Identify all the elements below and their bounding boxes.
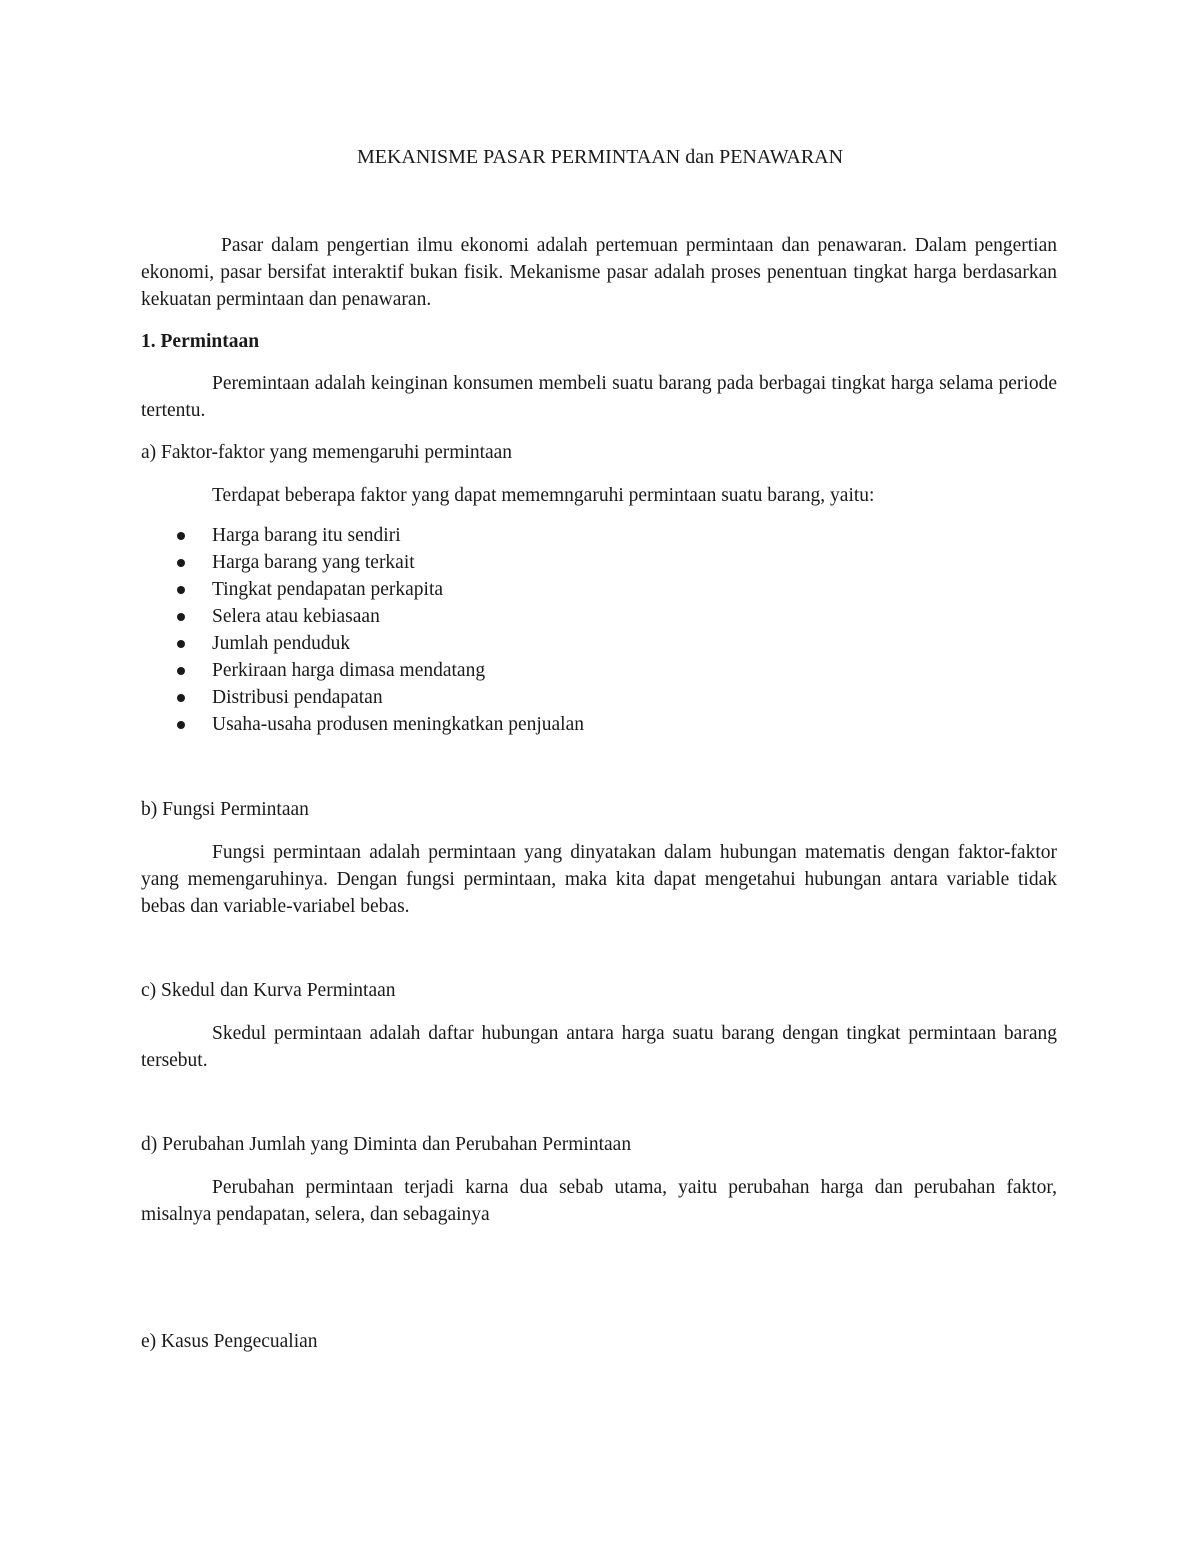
list-item-text: Selera atau kebiasaan	[212, 606, 380, 627]
skedul-paragraph: Skedul permintaan adalah daftar hubungan antara harga suatu barang dengan tingkat permintaan barang tersebut.	[141, 1023, 1057, 1071]
list-item	[141, 657, 1041, 684]
subheading-kasus: e) Kasus Pengecualian	[141, 1331, 318, 1352]
list-item-text: Harga barang itu sendiri	[212, 525, 401, 546]
bullet-icon	[177, 694, 185, 702]
list-item	[141, 522, 1041, 549]
perubahan-paragraph: Perubahan permintaan terjadi karna dua sebab utama, yaitu perubahan harga dan perubahan faktor, misalnya pendapatan, selera, dan sebagainya	[141, 1177, 1057, 1225]
list-item	[141, 576, 1041, 603]
bullet-icon	[177, 613, 185, 621]
permintaan-paragraph: Peremintaan adalah keinginan konsumen membeli suatu barang pada berbagai tingkat harga selama periode tertentu.	[141, 373, 1057, 421]
list-item	[141, 603, 1041, 630]
subheading-faktor: a) Faktor-faktor yang memengaruhi permintaan	[141, 442, 513, 463]
bullet-icon	[177, 721, 185, 729]
list-item	[141, 549, 1041, 576]
subheading-perubahan: d) Perubahan Jumlah yang Diminta dan Perubahan Permintaan	[141, 1134, 632, 1155]
section-heading-permintaan: 1. Permintaan	[141, 331, 260, 352]
subheading-fungsi: b) Fungsi Permintaan	[141, 799, 309, 820]
list-item-text: Usaha-usaha produsen meningkatkan penjualan	[212, 714, 585, 735]
list-item-text: Harga barang yang terkait	[212, 552, 415, 573]
bullet-icon	[177, 667, 185, 675]
list-item-text: Jumlah penduduk	[212, 633, 351, 654]
list-item-text: Distribusi pendapatan	[212, 687, 383, 708]
list-item	[141, 684, 1041, 711]
subheading-skedul: c) Skedul dan Kurva Permintaan	[141, 980, 396, 1001]
document-title: MEKANISME PASAR PERMINTAAN dan PENAWARAN	[356, 146, 844, 168]
faktor-list	[141, 522, 1041, 738]
bullet-icon	[177, 586, 185, 594]
bullet-icon	[177, 640, 185, 648]
faktor-intro: Terdapat beberapa faktor yang dapat mememngaruhi permintaan suatu barang, yaitu:	[212, 485, 875, 506]
fungsi-paragraph: Fungsi permintaan adalah permintaan yang dinyatakan dalam hubungan matematis dengan faktor-faktor yang memengaruhinya. Dengan fungsi permintaan, maka kita dapat mengetahui hubungan antara variable tidak bebas dan variable-variabel bebas.	[141, 842, 1057, 917]
list-item	[141, 630, 1041, 657]
list-item	[141, 711, 1041, 738]
intro-paragraph: Pasar dalam pengertian ilmu ekonomi adalah pertemuan permintaan dan penawaran. Dalam pengertian ekonomi, pasar bersifat interaktif bukan fisik. Mekanisme pasar adalah proses penentuan tingkat harga berdasarkan kekuatan permintaan dan penawaran.	[141, 235, 1057, 310]
list-item-text: Tingkat pendapatan perkapita	[212, 579, 444, 600]
list-item-text: Perkiraan harga dimasa mendatang	[212, 660, 486, 681]
bullet-icon	[177, 532, 185, 540]
bullet-icon	[177, 559, 185, 567]
